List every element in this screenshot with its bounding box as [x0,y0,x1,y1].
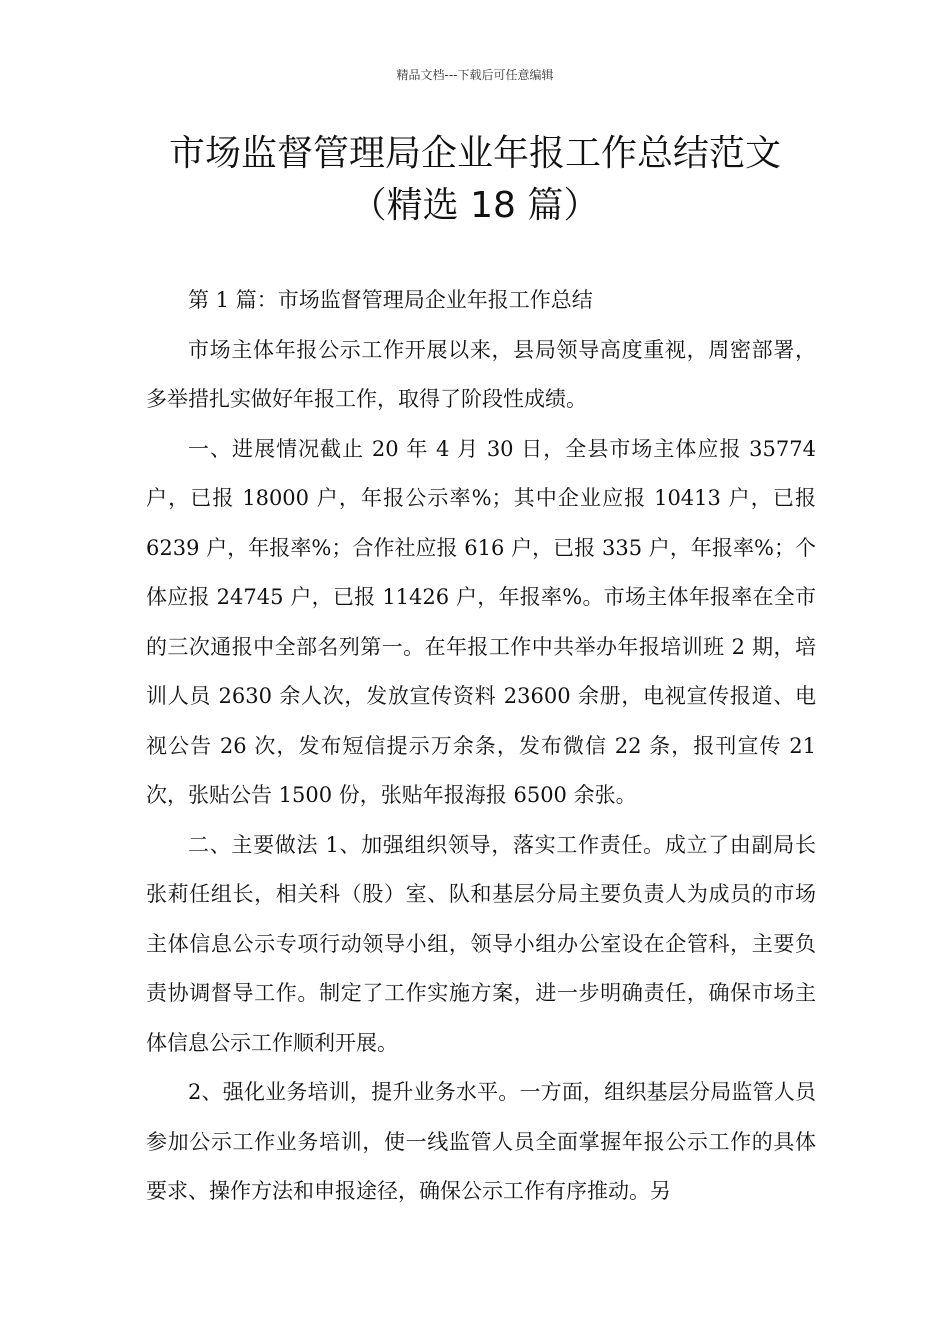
paragraph: 二、主要做法 1、加强组织领导，落实工作责任。成立了由副局长张莉任组长，相关科（股）室、队和基层分局主要负责人为成员的市场主体信息公示专项行动领导小组，领导小组办公室设在企管科，主要负责协调督导工作。制定了工作实施方案，进一步明确责任，确保市场主体信息公示工作顺利开展。 [146,832,816,1055]
paragraph: 一、进展情况截止 20 年 4 月 30 日，全县市场主体应报 35774 户，已报 18000 户，年报公示率%；其中企业应报 10413 户，已报 6239 户，年报率%；合作社应报 616 户，已报 335 户，年报率%；个体应报 24745 户，已报 11426 户，年报率%。市场主体年报率在全市的三次通报中全部名列第一。在年报工作中共举办年报培训班 2 期，培训人员 2630 余人次，发放宣传资料 23600 余册，电视宣传报道、电视公告 26 次，发布短信提示万余条，发布微信 22 条，报刊宣传 21 次，张贴公告 1500 份，张贴年报海报 6500 余张。 [146,436,816,807]
document-body [146,276,816,1217]
header-note: 精品文档---下载后可任意编辑 [396,68,554,82]
paragraph: 市场主体年报公示工作开展以来，县局领导高度重视，周密部署，多举措扎实做好年报工作，取得了阶段性成绩。 [146,337,816,411]
title-line-2: （精选 18 篇） [350,185,600,226]
document-title [100,128,850,232]
paragraph: 2、强化业务培训，提升业务水平。一方面，组织基层分局监管人员参加公示工作业务培训，使一线监管人员全面掌握年报公示工作的具体要求、操作方法和申报途径，确保公示工作有序推动。另 [146,1080,816,1203]
title-line-1: 市场监督管理局企业年报工作总结范文 [168,133,781,174]
section-heading: 第 1 篇：市场监督管理局企业年报工作总结 [188,288,593,312]
